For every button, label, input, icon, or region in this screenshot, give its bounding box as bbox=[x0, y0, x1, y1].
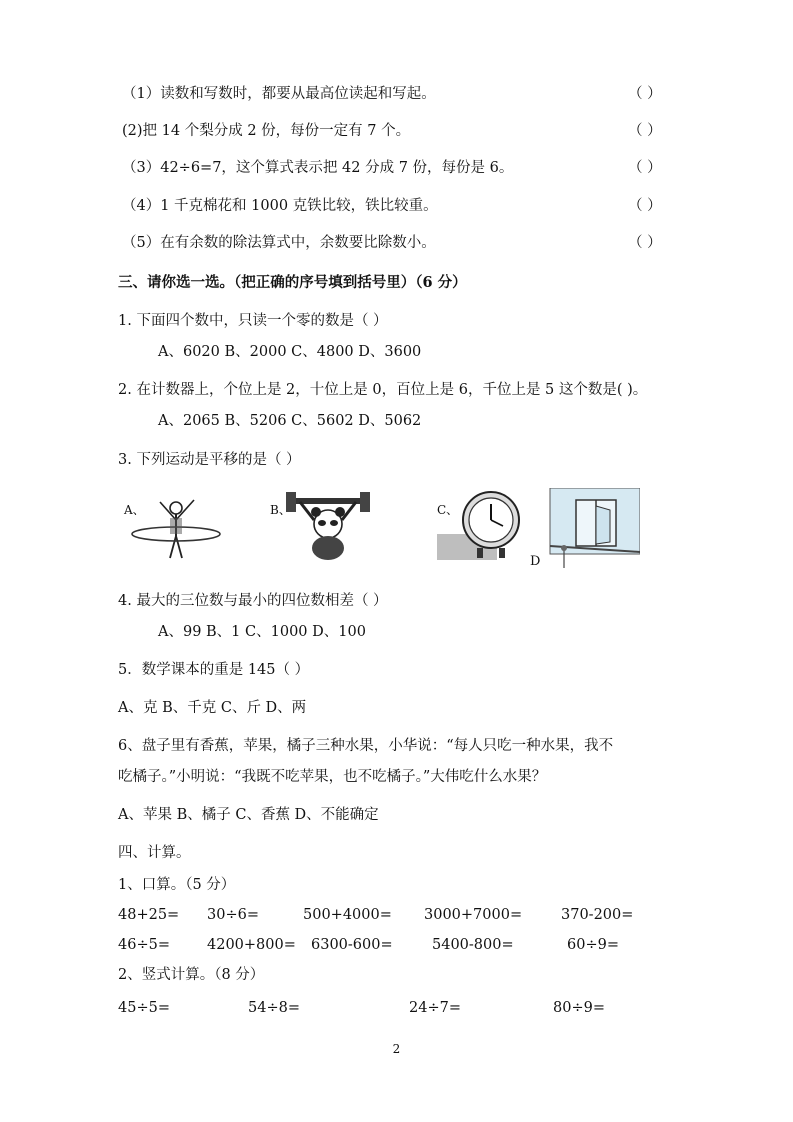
panda-weightlifting-figure bbox=[270, 490, 380, 562]
judge-blank-5[interactable]: （ ） bbox=[628, 235, 662, 251]
oral-r1-c3: 500+4000= bbox=[303, 907, 392, 923]
q5-options: A、克 B、千克 C、斤 D、两 bbox=[118, 700, 307, 716]
option-c-label: C、 bbox=[437, 503, 459, 517]
judge-item-1: （1）读数和写数时，都要从最高位读起和写起。 bbox=[122, 86, 436, 102]
judge-item-5: （5）在有余数的除法算式中，余数要比除数小。 bbox=[122, 235, 436, 251]
oral-r2-c2: 4200+800= bbox=[207, 937, 296, 953]
q1-options: A、6020 B、2000 C、4800 D、3600 bbox=[158, 344, 422, 360]
vertical-c2: 54÷8= bbox=[248, 1000, 300, 1016]
option-b-label: B、 bbox=[270, 503, 291, 517]
judge-blank-2[interactable]: （ ） bbox=[628, 123, 662, 139]
revolving-door-figure bbox=[530, 488, 640, 572]
judge-blank-3[interactable]: （ ） bbox=[628, 160, 662, 176]
oral-r2-c3: 6300-600= bbox=[311, 937, 393, 953]
section-3-heading: 三、请你选一选。（把正确的序号填到括号里）（6 分） bbox=[118, 274, 467, 291]
q2-stem: 2. 在计数器上，个位上是 2，十位上是 0，百位上是 6，千位上是 5 这个数是( )。 bbox=[118, 382, 648, 398]
q6-line2: 吃橘子。”小明说：“我既不吃苹果，也不吃橘子。”大伟吃什么水果？ bbox=[118, 769, 547, 785]
option-a-label: A、 bbox=[124, 503, 145, 517]
oral-r1-c1: 48+25= bbox=[118, 907, 180, 923]
section-4-heading: 四、计算。 bbox=[118, 845, 191, 861]
door-icon bbox=[530, 488, 640, 572]
option-d-label: D bbox=[530, 554, 541, 569]
judge-item-3: （3）42÷6=7，这个算式表示把 42 分成 7 份，每份是 6。 bbox=[122, 160, 514, 176]
judge-item-2: (2)把 14 个梨分成 2 份，每份一定有 7 个。 bbox=[122, 123, 411, 139]
oral-r1-c2: 30÷6= bbox=[207, 907, 259, 923]
q6-line1: 6、盘子里有香蕉，苹果，橘子三种水果，小华说：“每人只吃一种水果，我不 bbox=[118, 738, 614, 754]
oral-r2-c1: 46÷5= bbox=[118, 937, 170, 953]
oral-r2-c5: 60÷9= bbox=[567, 937, 619, 953]
judge-blank-1[interactable]: （ ） bbox=[628, 86, 662, 102]
q2-options: A、2065 B、5206 C、5602 D、5062 bbox=[158, 413, 422, 429]
q6-options: A、苹果 B、橘子 C、香蕉 D、不能确定 bbox=[118, 807, 379, 823]
clock-figure bbox=[437, 488, 527, 564]
vertical-calc-title: 2、竖式计算。（8 分） bbox=[118, 967, 265, 983]
oral-r1-c4: 3000+7000= bbox=[424, 907, 523, 923]
q3-stem: 3. 下列运动是平移的是（ ） bbox=[118, 452, 301, 468]
q4-options: A、99 B、1 C、1000 D、100 bbox=[158, 624, 366, 640]
q5-stem: 5．数学课本的重是 145（ ） bbox=[118, 662, 310, 678]
q4-stem: 4. 最大的三位数与最小的四位数相差（ ） bbox=[118, 593, 388, 609]
hula-hoop-figure bbox=[124, 490, 224, 562]
oral-r2-c4: 5400-800= bbox=[432, 937, 514, 953]
oral-calc-title: 1、口算。（5 分） bbox=[118, 877, 236, 893]
q1-stem: 1. 下面四个数中，只读一个零的数是（ ） bbox=[118, 313, 388, 329]
judge-item-4: （4）1 千克棉花和 1000 克铁比较，铁比较重。 bbox=[122, 198, 438, 214]
page-number: 2 bbox=[392, 1042, 401, 1056]
oral-r1-c5: 370-200= bbox=[561, 907, 634, 923]
vertical-c4: 80÷9= bbox=[553, 1000, 605, 1016]
judge-blank-4[interactable]: （ ） bbox=[628, 198, 662, 214]
vertical-c1: 45÷5= bbox=[118, 1000, 170, 1016]
vertical-c3: 24÷7= bbox=[409, 1000, 461, 1016]
